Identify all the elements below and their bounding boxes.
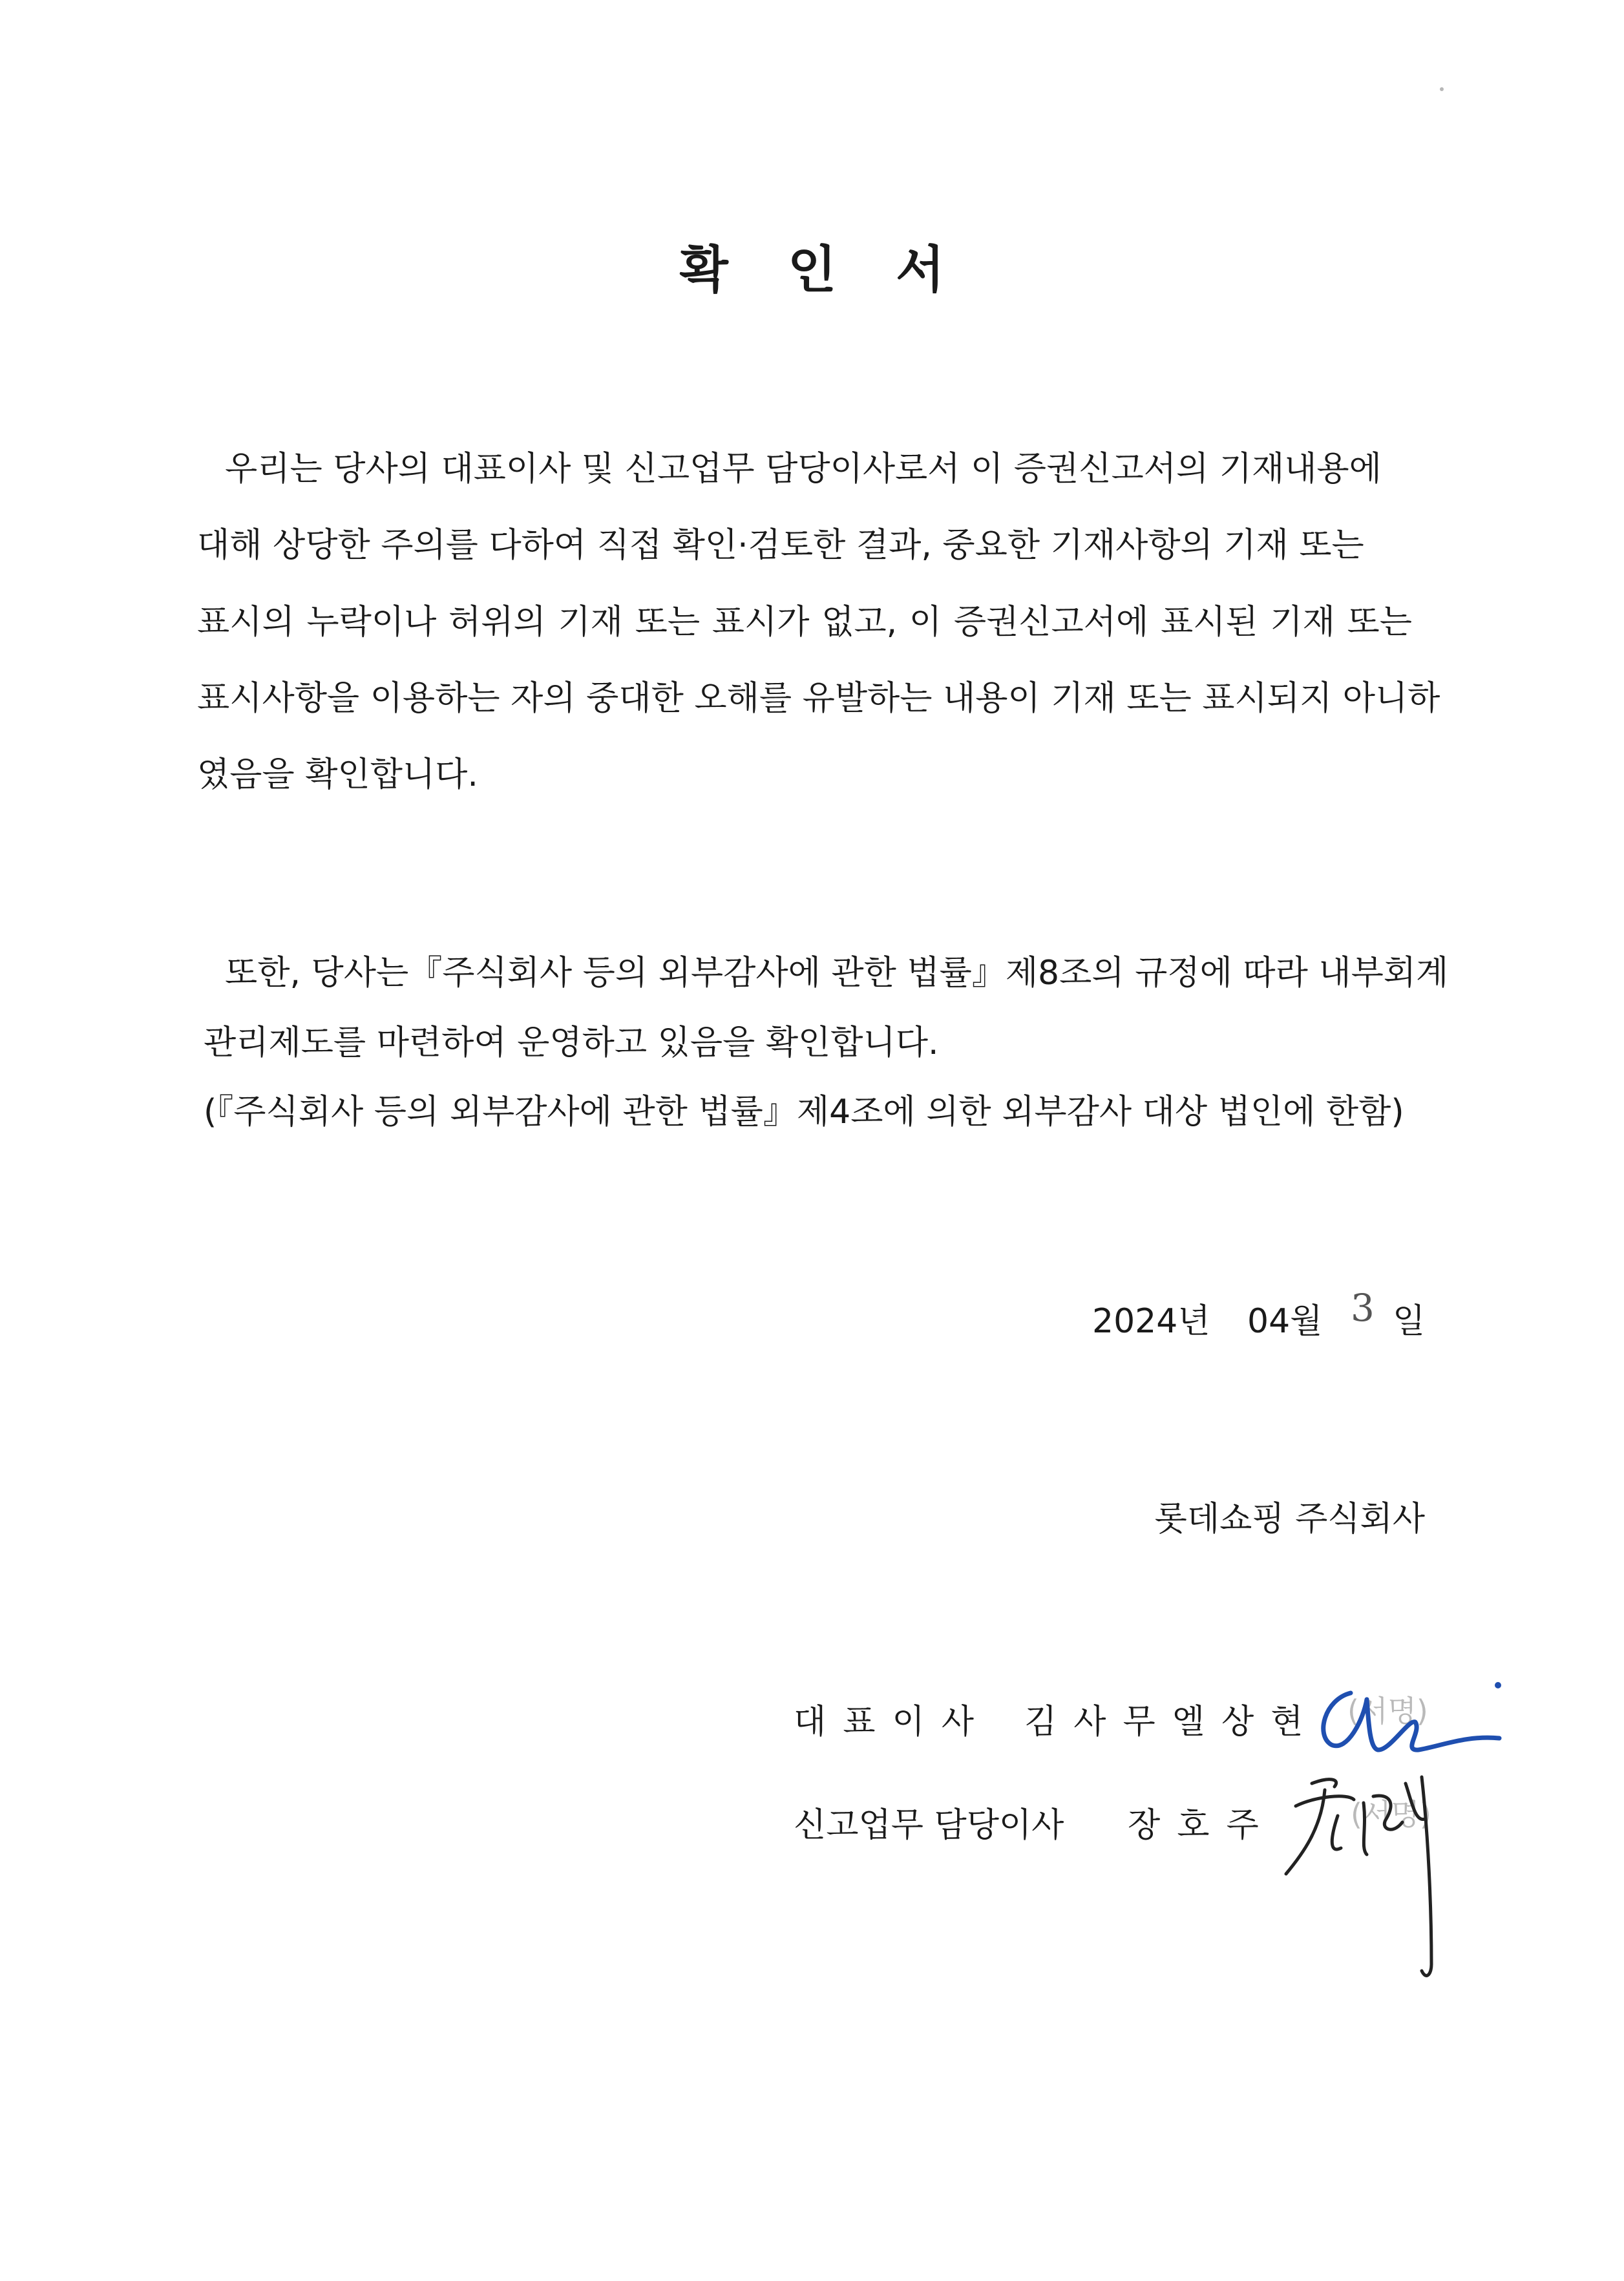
name-char: 무 (1123, 1703, 1155, 1741)
name-char: 엘 (1172, 1703, 1205, 1741)
signatory-2-role: 신고업무 담당이사 (794, 1806, 1064, 1845)
paragraph1-line-4: 표시사항을 이용하는 자의 중대한 오해를 유발하는 내용이 기재 또는 표시되지 아니하 (197, 679, 1440, 718)
paragraph1-line-1: 우리는 당사의 대표이사 및 신고업무 담당이사로서 이 증권신고서의 기재내용에 (225, 450, 1382, 489)
signature-1-mark (1305, 1674, 1519, 1771)
role-char: 대 (794, 1703, 827, 1741)
paragraph1-line-5: 였음을 확인합니다. (197, 755, 478, 794)
date-day-handwritten: 3 (1351, 1286, 1375, 1330)
signatory-2-seal-label: (서명) (1351, 1797, 1431, 1832)
signatory-1-seal-label: (서명) (1347, 1694, 1428, 1729)
signatory-1-role (794, 1694, 991, 1743)
signatory-2-name (1128, 1798, 1276, 1846)
name-char: 호 (1177, 1806, 1210, 1845)
date-day-unit: 일 (1393, 1302, 1426, 1341)
role-char: 사 (941, 1703, 974, 1741)
name-char: 장 (1128, 1806, 1161, 1845)
signature-2-mark (1276, 1758, 1470, 1997)
name-char: 상 (1221, 1703, 1254, 1741)
company-name: 롯데쇼핑 주식회사 (1154, 1500, 1425, 1539)
paragraph2-line-2: 관리제도를 마련하여 운영하고 있음을 확인합니다. (204, 1024, 939, 1062)
paragraph2-line-1: 또한, 당사는『주식회사 등의 외부감사에 관한 법률』제8조의 규정에 따라 내부회계 (225, 954, 1449, 993)
paragraph1-line-2: 대해 상당한 주의를 다하여 직접 확인·검토한 결과, 중요한 기재사항의 기재 또는 (197, 526, 1364, 565)
name-char: 사 (1073, 1703, 1106, 1741)
title-char: 확 (679, 241, 728, 299)
title-char: 서 (896, 241, 945, 299)
date-year: 2024년 (1092, 1302, 1210, 1341)
role-char: 이 (892, 1703, 925, 1741)
title-char: 인 (787, 241, 837, 299)
name-char: 김 (1024, 1703, 1057, 1741)
name-char: 주 (1226, 1806, 1259, 1845)
signatory-1-name (1024, 1694, 1320, 1743)
document-title (0, 229, 1624, 302)
date-month: 04월 (1247, 1302, 1323, 1341)
name-char: 현 (1271, 1703, 1303, 1741)
paragraph2-line-3: (『주식회사 등의 외부감사에 관한 법률』제4조에 의한 외부감사 대상 법인에 한함) (204, 1093, 1404, 1131)
role-char: 표 (843, 1703, 876, 1741)
scan-speck (1440, 87, 1444, 91)
paragraph1-line-3: 표시의 누락이나 허위의 기재 또는 표시가 없고, 이 증권신고서에 표시된 기재 또는 (197, 603, 1412, 642)
